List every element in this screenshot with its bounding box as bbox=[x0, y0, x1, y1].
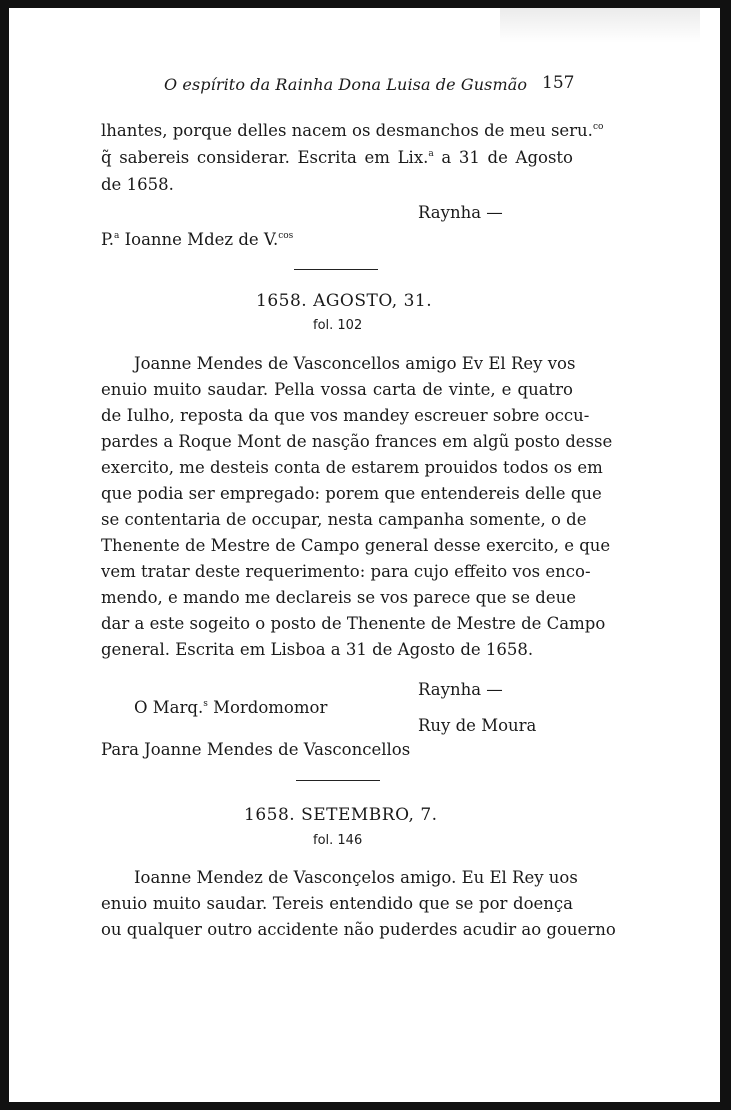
paragraph-line: enuio muito saudar. Pella vossa carta de vinte, e quatro bbox=[101, 380, 573, 399]
paragraph-line: vem tratar deste requerimento: para cujo effeito vos enco- bbox=[101, 562, 591, 581]
paragraph-line: pardes a Roque Mont de nasção frances em algũ posto desse bbox=[101, 432, 613, 451]
paragraph-line: general. Escrita em Lisboa a 31 de Agosto de 1658. bbox=[101, 640, 534, 659]
folio-reference: fol. 102 bbox=[313, 318, 363, 333]
addressee: Para Joanne Mendes de Vasconcellos bbox=[101, 740, 411, 759]
countersignature: P.$^a$ Ioanne Mdez de V.$^{cos}$ bbox=[101, 230, 294, 249]
text-line: lhantes, porque delles nacem os desmanchos de meu seru.$^{co}$ bbox=[101, 121, 604, 140]
paragraph-line: ou qualquer outro accidente não puderdes acudir ao gouerno bbox=[101, 920, 616, 939]
paragraph-line: Thenente de Mestre de Campo general desse exercito, e que bbox=[101, 536, 611, 555]
text-line: de 1658. bbox=[101, 175, 174, 194]
section-divider bbox=[294, 269, 378, 270]
paragraph-line: exercito, me desteis conta de estarem prouidos todos os em bbox=[101, 458, 603, 477]
page-number: 157 bbox=[542, 73, 575, 93]
section-date: 1658. AGOSTO, 31. bbox=[256, 291, 433, 311]
paragraph-line: se contentaria de occupar, nesta campanha somente, o de bbox=[101, 510, 587, 529]
folio-reference: fol. 146 bbox=[313, 833, 363, 848]
paragraph-line: de Iulho, reposta da que vos mandey escreuer sobre occu- bbox=[101, 406, 590, 425]
paragraph-line: que podia ser empregado: porem que entendereis delle que bbox=[101, 484, 602, 503]
countersignature: O Marq.$^s$ Mordomomor bbox=[134, 698, 328, 717]
paragraph-line: mendo, e mando me declareis se vos parece que se deue bbox=[101, 588, 577, 607]
signature: Raynha — bbox=[418, 203, 503, 222]
section-date: 1658. SETEMBRO, 7. bbox=[244, 805, 438, 825]
countersignature: Ruy de Moura bbox=[418, 716, 537, 735]
paragraph-line: dar a este sogeito o posto de Thenente de Mestre de Campo bbox=[101, 614, 606, 633]
paragraph-line: Joanne Mendes de Vasconcellos amigo Ev El Rey vos bbox=[134, 354, 576, 373]
paragraph-line: enuio muito saudar. Tereis entendido que se por doença bbox=[101, 894, 573, 913]
scan-shadow bbox=[500, 8, 700, 43]
text-line: q̃ sabereis considerar. Escrita em Lix.$^a$ a 31 de Agosto bbox=[101, 148, 573, 167]
paragraph-line: Ioanne Mendez de Vasconçelos amigo. Eu El Rey uos bbox=[134, 868, 578, 887]
signature: Raynha — bbox=[418, 680, 503, 699]
running-title: O espírito da Rainha Dona Luisa de Gusmão bbox=[164, 75, 528, 94]
section-divider bbox=[296, 780, 380, 781]
